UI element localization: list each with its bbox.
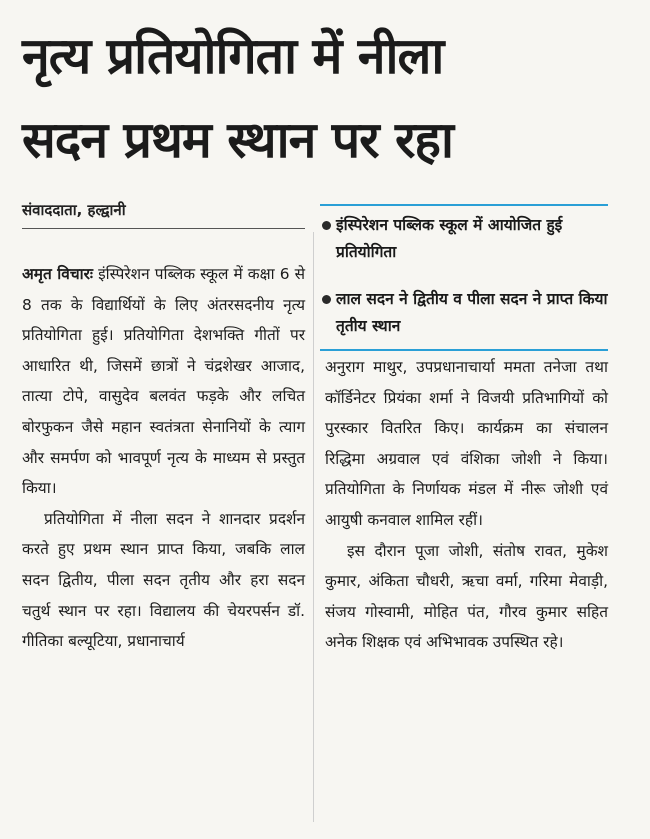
headline-line-2: सदन प्रथम स्थान पर रहा [22,111,453,169]
column-divider [313,232,314,822]
article-paragraph: इस दौरान पूजा जोशी, संतोष रावत, मुकेश कुमार, अंकिता चौधरी, ऋचा वर्मा, गरिमा मेवाड़ी, संजय गोस्वामी, मोहित पंत, गौरव कुमार सहित अनेक शिक्षक एवं अभिभावक उपस्थित रहे। [325,541,608,652]
highlights-top-rule [320,204,608,206]
byline-rule [22,228,305,229]
bullet-icon [322,221,331,230]
article-paragraph: अनुराग माथुर, उपप्रधानाचार्या ममता तनेजा तथा कॉर्डिनेटर प्रियंका शर्मा ने विजयी प्रतिभागियों को पुरस्कार वितरित किए। कार्यक्रम का संचालन रिद्धिमा अग्रवाल एवं वंशिका जोशी ने किया। प्रतियोगिता के निर्णायक मंडल में नीरू जोशी एवं आयुषी कनवाल शामिल रहीं। [325,358,609,529]
highlight-item [322,212,608,266]
highlight-item [322,286,608,340]
article-paragraph: प्रतियोगिता में नीला सदन ने शानदार प्रदर्शन करते हुए प्रथम स्थान प्राप्त किया, जबकि लाल सदन द्वितीय, पीला सदन तृतीय और हरा सदन चतुर्थ स्थान पर रहा। विद्यालय की चेयरपर्सन डॉ. गीतिका बल्यूटिया, प्रधानाचार्य [22,509,305,651]
dateline-label: अमृत विचारः [22,265,93,283]
highlights-bottom-rule [320,349,608,351]
paragraph-text: इंस्पिरेशन पब्लिक स्कूल में कक्षा 6 से 8 तक के विद्यार्थियों के लिए अंतरसदनीय नृत्य प्रतियोगिता हुई। प्रतियोगिता देशभक्ति गीतों पर आधारित थी, जिसमें छात्रों ने चंद्रशेखर आजाद, तात्या टोपे, वासुदेव बलवंत फड़के और लचित बोरफुकन जैसे महान स्वतंत्रता सेनानियों के त्याग और समर्पण को भावपूर्ण नृत्य के माध्यम से प्रस्तुत किया। [22,265,305,498]
highlight-text: इंस्पिरेशन पब्लिक स्कूल में आयोजित हुई प्रतियोगिता [336,216,563,261]
byline: संवाददाता, हल्द्वानी [22,201,126,219]
headline-line-1: नृत्य प्रतियोगिता में नीला [22,27,444,85]
bullet-icon [322,295,331,304]
article-column-right [325,352,608,658]
highlight-text: लाल सदन ने द्वितीय व पीला सदन ने प्राप्त किया तृतीय स्थान [336,290,608,335]
headline [22,14,632,182]
article-column-left [22,259,305,657]
article-paragraph [22,259,305,504]
